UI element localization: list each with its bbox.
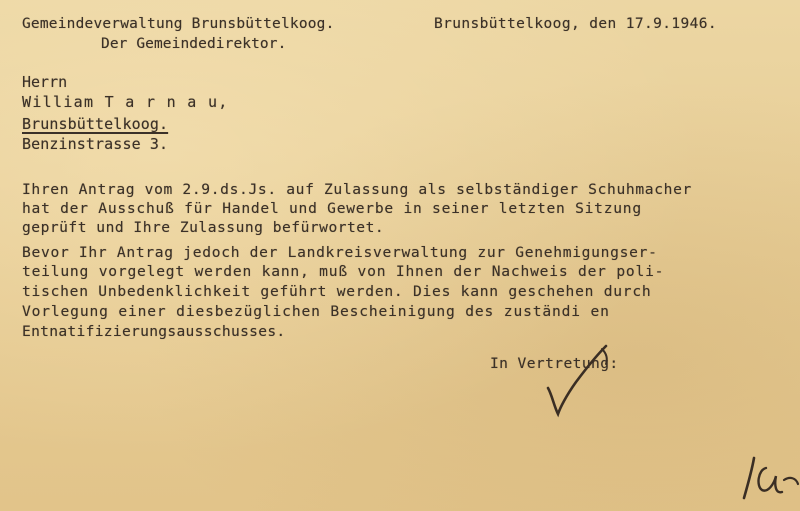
recipient-town: Brunsbüttelkoog. [22, 115, 169, 133]
body-line: Ihren Antrag vom 2.9.ds.Js. auf Zulassung als selbständiger Schuhmacher [22, 181, 692, 198]
role-line: Der Gemeindedirektor. [101, 36, 287, 52]
closing-line: In Vertretung: [490, 355, 619, 372]
body-line: Vorlegung einer diesbezüglichen Bescheinigung des zuständi en [22, 303, 610, 320]
recipient-street: Benzinstrasse 3. [22, 135, 169, 153]
body-line: hat der Ausschuß für Handel und Gewerbe in seiner letzten Sitzung [22, 200, 642, 217]
body-line: Bevor Ihr Antrag jedoch der Landkreisverwaltung zur Genehmigungser- [22, 244, 658, 261]
body-line: geprüft und Ihre Zulassung befürwortet. [22, 219, 385, 236]
recipient-salutation: Herrn [22, 73, 68, 91]
body-line: teilung vorgelegt werden kann, muß von Ihnen der Nachweis der poli- [22, 263, 665, 280]
place-date-line: Brunsbüttelkoog, den 17.9.1946. [434, 16, 718, 32]
handwritten-paraph [732, 440, 800, 511]
body-line: tischen Unbedenklichkeit geführt werden. Dies kann geschehen durch [22, 283, 652, 300]
sender-line: Gemeindeverwaltung Brunsbüttelkoog. [22, 16, 335, 32]
signature-check-mark [540, 340, 620, 420]
recipient-name: William T a r n a u, [22, 93, 229, 111]
body-line: Entnatifizierungsausschusses. [22, 323, 286, 340]
